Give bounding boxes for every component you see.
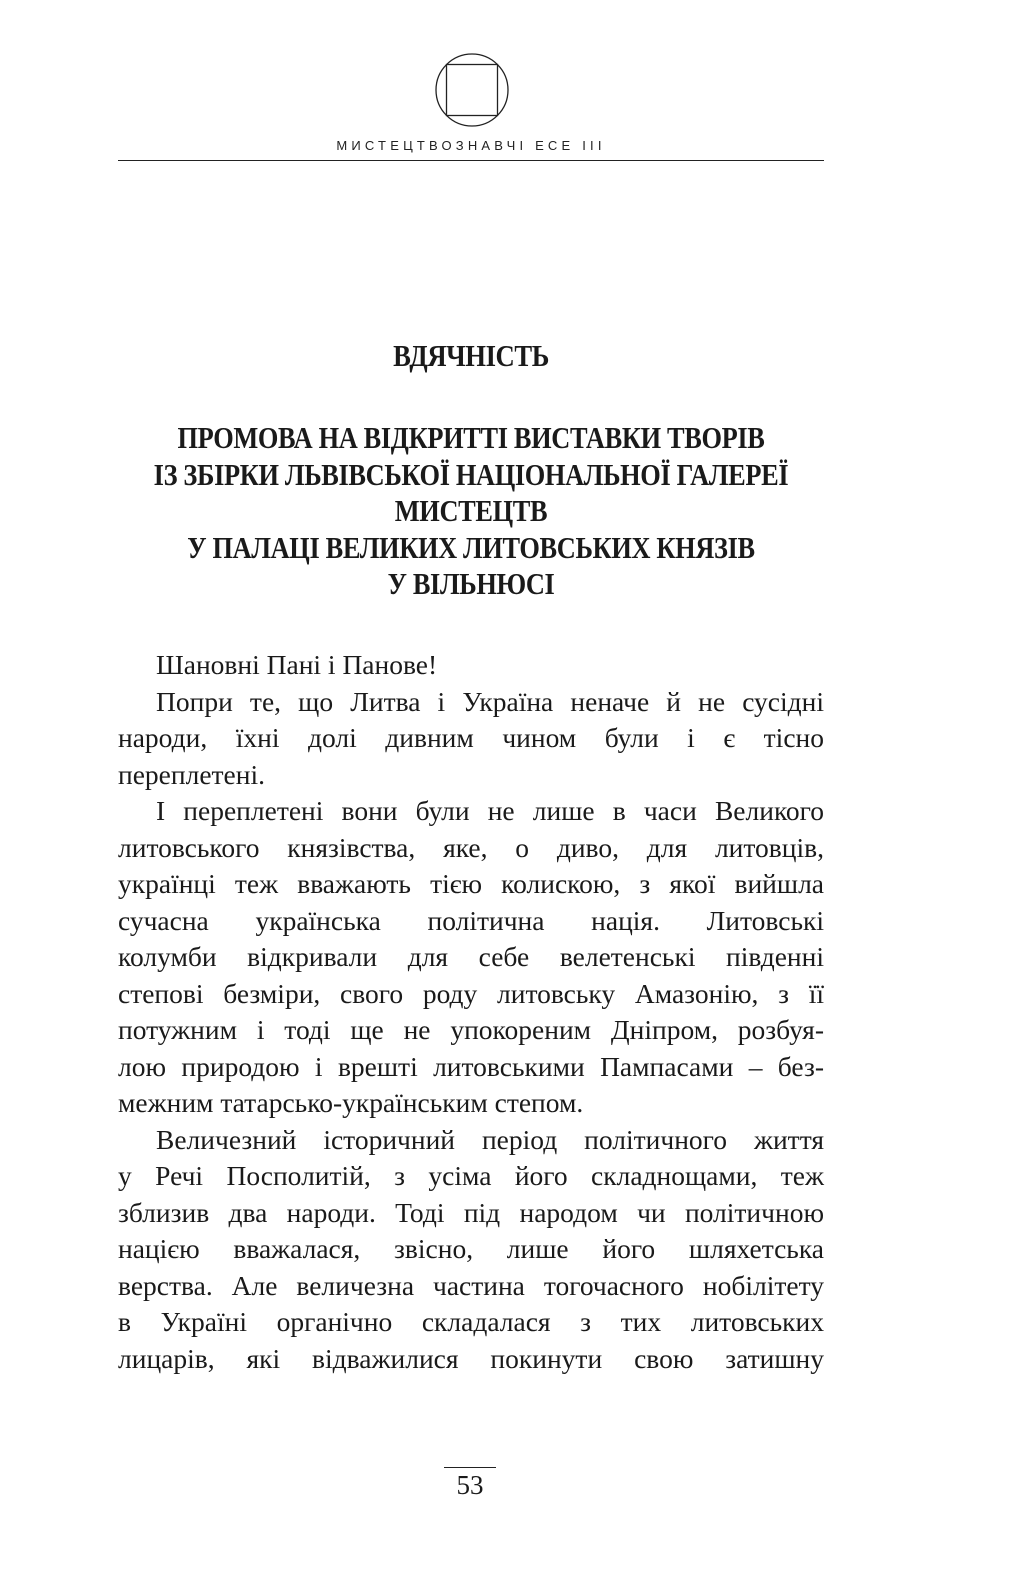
text-line: межним татарсько-українським степом. — [118, 1087, 584, 1118]
text-line: Шановні Пані і Панове! — [156, 649, 438, 680]
text-line: литовського князівства, яке, о диво, для литовців, — [118, 831, 824, 863]
subtitle-line: У ПАЛАЦІ ВЕЛИКИХ ЛИТОВСЬКИХ КНЯЗІВ — [187, 529, 755, 565]
text-line: Величезний історичний період політичного життя — [156, 1123, 824, 1155]
text-line: колумби відкривали для себе велетенські південні — [118, 941, 824, 972]
page-number-rule — [444, 1467, 496, 1468]
text-line: народи, їхні долі дивним чином були і є тісно — [118, 722, 824, 753]
text-line: І переплетені вони були не лише в часи Великого — [156, 795, 824, 826]
subtitle-line: У ВІЛЬНЮСІ — [387, 566, 555, 601]
text-line: зблизив два народи. Тоді під народом чи політичною — [118, 1196, 824, 1228]
subtitle-line: МИСТЕЦТВ — [394, 493, 548, 528]
running-header: МИСТЕЦТВОЗНАВЧІ ЕСЕ III — [336, 138, 606, 153]
text-line: лицарів, які відважилися покинути свою затишну — [118, 1342, 824, 1374]
page-number: 53 — [456, 1470, 484, 1500]
header-divider — [118, 160, 824, 161]
text-line: українці теж вважають тією колискою, з якої вийшла — [118, 868, 824, 899]
chapter-subtitle — [90, 420, 852, 603]
text-line: потужним і тоді ще не упокореним Дніпром, розбуя- — [118, 1014, 824, 1045]
text-line: у Речі Посполитій, з усіма його складнощами, теж — [118, 1160, 824, 1191]
body-text — [118, 647, 824, 1377]
text-line: в Україні органічно складалася з тих литовських — [118, 1306, 824, 1337]
text-line: переплетені. — [118, 758, 265, 790]
page-footer — [444, 1467, 496, 1500]
chapter-title: ВДЯЧНІСТЬ — [393, 338, 549, 373]
text-line: лою природою і врешті литовськими Пампасами – без- — [118, 1050, 824, 1082]
text-line: сучасна українська політична нація. Литовські — [118, 904, 824, 936]
subtitle-line: ПРОМОВА НА ВІДКРИТТІ ВИСТАВКИ ТВОРІВ — [177, 420, 765, 455]
text-line: Попри те, що Литва і Україна неначе й не сусідні — [156, 685, 824, 717]
subtitle-line: ІЗ ЗБІРКИ ЛЬВІВСЬКОЇ НАЦІОНАЛЬНОЇ ГАЛЕРЕЇ — [153, 456, 789, 492]
text-line: нацією вважалася, звісно, лише його шляхетська — [118, 1233, 824, 1264]
circle-square-emblem-icon — [434, 52, 510, 128]
text-line: верства. Але величезна частина тогочасного нобілітету — [118, 1269, 824, 1301]
text-line: степові безміри, свого роду литовську Амазонію, з її — [118, 977, 824, 1009]
